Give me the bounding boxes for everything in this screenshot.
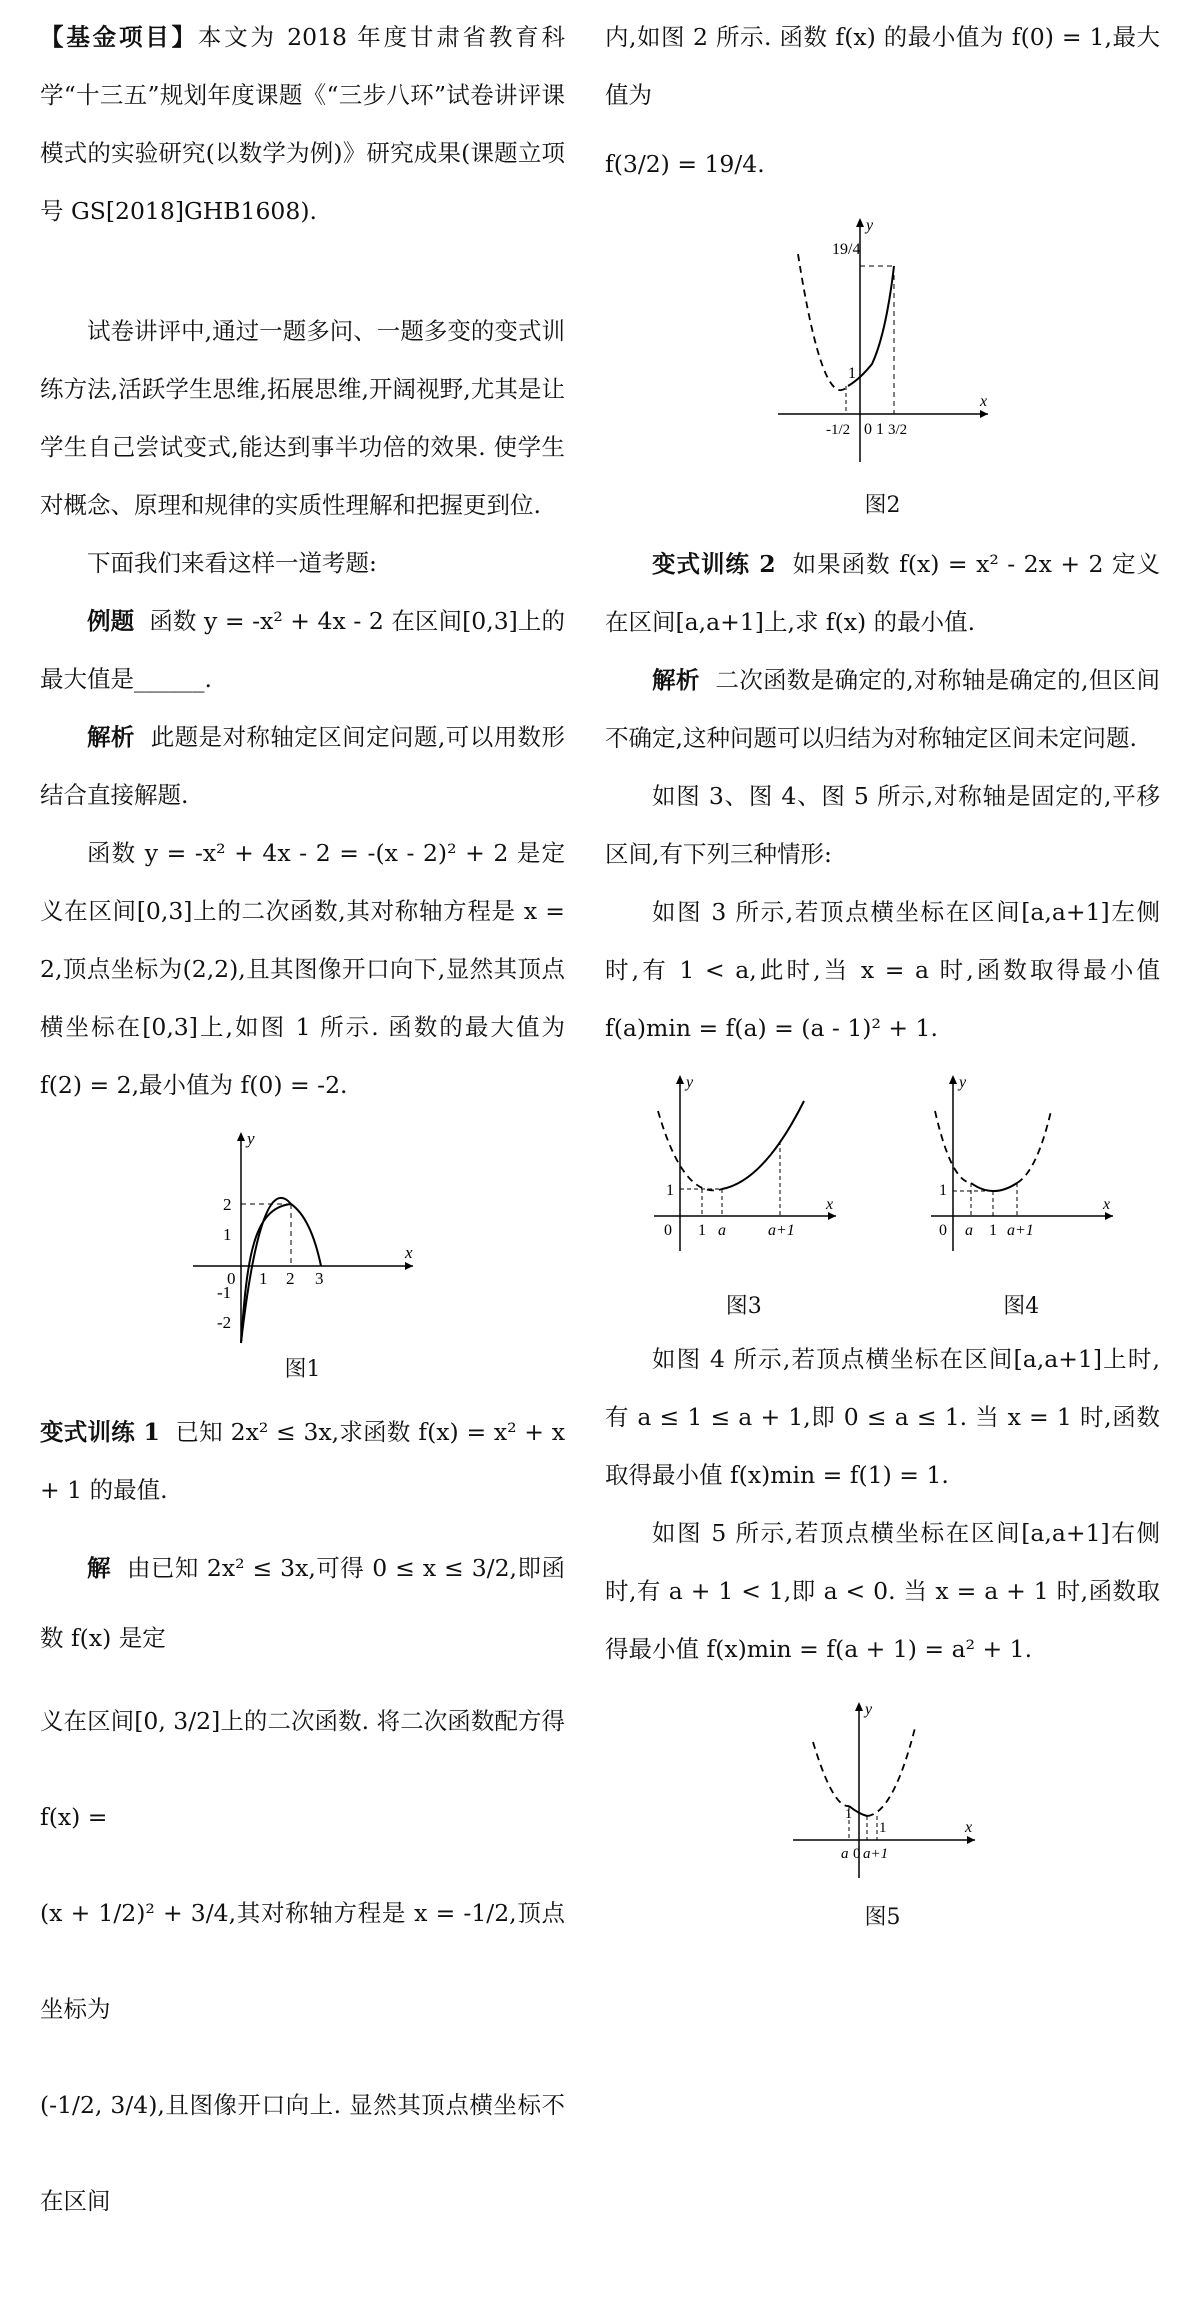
fig5-ylabel: y bbox=[864, 1701, 872, 1718]
left-column bbox=[40, 0, 565, 2249]
figures-3-4 bbox=[605, 1071, 1160, 1320]
fig2-tick-0: 0 bbox=[863, 421, 872, 438]
figure-1-graph bbox=[183, 1128, 423, 1348]
fig1-ytick-m1: -1 bbox=[216, 1283, 231, 1302]
fig4-paragraph: 如图 4 所示,若顶点横坐标在区间[a,a+1]上时,有 a ≤ 1 ≤ a + 1,即 0 ≤ a ≤ 1. 当 x = 1 时,函数取得最小值 f(x)min = f(1) = 1. bbox=[605, 1345, 1160, 1489]
figure-2-caption: 图2 bbox=[864, 493, 901, 518]
analysis-text: 此题是对称轴定区间定问题,可以用数形结合直接解题. bbox=[40, 723, 565, 809]
fig1-tick-2: 2 bbox=[285, 1269, 294, 1288]
fig3-tick-1: 1 bbox=[697, 1222, 706, 1239]
lead-paragraph: 下面我们来看这样一道考题: bbox=[87, 549, 377, 577]
fig1-ylabel: y bbox=[246, 1129, 255, 1148]
train2-label: 变式训练 2 bbox=[652, 550, 776, 578]
fig4-tick-1: 1 bbox=[989, 1222, 998, 1239]
fund-label: 【基金项目】 bbox=[40, 23, 198, 51]
fig3-ytick-1: 1 bbox=[665, 1182, 674, 1199]
fig1-xlabel: x bbox=[404, 1243, 413, 1262]
right-column bbox=[605, 0, 1160, 1931]
analysis2-paragraph-right bbox=[605, 651, 1160, 767]
fig3-tick-a1: a+1 bbox=[767, 1222, 795, 1239]
fig2-ytick-max: 19/4 bbox=[831, 241, 860, 258]
fig2-tick-3half: 3/2 bbox=[887, 422, 907, 438]
solution-text-1: 由已知 2x² ≤ 3x,可得 0 ≤ x ≤ 3/2,即函数 f(x) 是定 bbox=[40, 1554, 565, 1652]
fig1-ytick-m2: -2 bbox=[216, 1313, 231, 1332]
solution-line1 bbox=[40, 1533, 565, 1673]
train2-text: 如果函数 f(x) = x² - 2x + 2 定义在区间[a,a+1]上,求 f(x) 的最小值. bbox=[605, 550, 1160, 636]
analysis-label-right: 解析 bbox=[652, 666, 700, 694]
fig2-ylabel: y bbox=[865, 217, 873, 234]
fig4-tick-0: 0 bbox=[939, 1222, 948, 1239]
fund-paragraph bbox=[40, 8, 565, 240]
fig4-tick-a: a bbox=[965, 1222, 974, 1239]
fig1-tick-0: 0 bbox=[226, 1269, 235, 1288]
fig3-tick-a: a bbox=[717, 1222, 726, 1239]
fund-text: 本文为 2018 年度甘肃省教育科学“十三五”规划年度课题《“三步八环”试卷讲评课模式的实验研究(以数学为例)》研究成果(课题立项号 GS[2018]GHB1608). bbox=[40, 23, 566, 225]
fig5-ytick-1: 1 bbox=[844, 1807, 852, 1822]
fig3-paragraph: 如图 3 所示,若顶点横坐标在区间[a,a+1]左侧时,有 1 < a,此时,当 x = a 时,函数取得最小值 f(a)min = f(a) = (a - 1)² + 1. bbox=[605, 898, 1160, 1042]
train1-paragraph bbox=[40, 1403, 565, 1519]
fig2-tick-mhalf: -1/2 bbox=[825, 422, 850, 438]
analysis-paragraph bbox=[40, 708, 565, 824]
figure-5-caption: 图5 bbox=[864, 1905, 901, 1930]
train1-text: 已知 2x² ≤ 3x,求函数 f(x) = x² + x + 1 的最值. bbox=[40, 1418, 565, 1504]
figure-4-caption: 图4 bbox=[1003, 1294, 1040, 1319]
fig3-xlabel: x bbox=[825, 1196, 833, 1213]
fig1-ytick-2: 2 bbox=[222, 1195, 231, 1214]
figure-5-graph bbox=[783, 1698, 983, 1888]
fig3-ylabel: y bbox=[685, 1074, 693, 1091]
fig5-tick-0: 0 bbox=[852, 1846, 860, 1862]
fig1-ytick-1: 1 bbox=[222, 1225, 231, 1244]
continuation-line2: f(3/2) = 19/4. bbox=[605, 150, 765, 178]
fig5-tick-1: 1 bbox=[878, 1820, 886, 1836]
solution-line2: 义在区间[0, 3/2]上的二次函数. 将二次函数配方得 f(x) = bbox=[40, 1707, 565, 1831]
figure-3-caption: 图3 bbox=[725, 1294, 762, 1319]
fig4-xlabel: x bbox=[1103, 1196, 1111, 1213]
fig5-xlabel: x bbox=[964, 1819, 972, 1836]
fig4-ytick-1: 1 bbox=[939, 1182, 948, 1199]
example-text: 函数 y = -x² + 4x - 2 在区间[0,3]上的最大值是______. bbox=[40, 607, 565, 693]
figure-1 bbox=[40, 1128, 565, 1383]
solution-line4: (-1/2, 3/4),且图像开口向上. 显然其顶点横坐标不在区间 bbox=[40, 2091, 565, 2215]
figure-5 bbox=[605, 1698, 1160, 1931]
fig2-xlabel: x bbox=[979, 393, 987, 410]
figure-2-graph bbox=[768, 214, 998, 474]
figure-3 bbox=[644, 1071, 844, 1320]
fig2-tick-1: 1 bbox=[875, 421, 884, 438]
continuation-line1: 内,如图 2 所示. 函数 f(x) 的最小值为 f(0) = 1,最大值为 bbox=[605, 23, 1160, 109]
solution-label: 解 bbox=[87, 1554, 111, 1582]
cases-paragraph: 如图 3、图 4、图 5 所示,对称轴是固定的,平移区间,有下列三种情形: bbox=[605, 782, 1160, 868]
train2-paragraph bbox=[605, 535, 1160, 651]
fig3-tick-0: 0 bbox=[663, 1222, 672, 1239]
fig4-ylabel: y bbox=[959, 1074, 967, 1091]
fig2-ytick-1: 1 bbox=[847, 365, 856, 382]
analysis2-paragraph: 函数 y = -x² + 4x - 2 = -(x - 2)² + 2 是定义在区间[0,3]上的二次函数,其对称轴方程是 x = 2,顶点坐标为(2,2),且其图像开口向下,显然其顶点横坐标在[0,3]上,如图 1 所示. 函数的最大值为 f(2) = 2,最小值为 f(0) = -2. bbox=[40, 839, 565, 1099]
fig4-tick-a1: a+1 bbox=[1007, 1222, 1035, 1239]
analysis-label: 解析 bbox=[87, 723, 135, 751]
figure-4 bbox=[921, 1071, 1121, 1320]
example-paragraph bbox=[40, 592, 565, 708]
figure-4-graph bbox=[921, 1071, 1121, 1271]
example-label: 例题 bbox=[87, 607, 135, 635]
train1-label: 变式训练 1 bbox=[40, 1418, 160, 1446]
fig1-tick-3: 3 bbox=[314, 1269, 323, 1288]
solution-line3: (x + 1/2)² + 3/4,其对称轴方程是 x = -1/2,顶点坐标为 bbox=[40, 1899, 565, 2023]
analysis-text-right: 二次函数是确定的,对称轴是确定的,但区间不确定,这种问题可以归结为对称轴定区间未定问题. bbox=[605, 666, 1161, 752]
fig5-tick-a: a bbox=[840, 1846, 848, 1862]
figure-3-graph bbox=[644, 1071, 844, 1271]
fig1-tick-1: 1 bbox=[258, 1269, 267, 1288]
intro-paragraph: 试卷讲评中,通过一题多问、一题多变的变式训练方法,活跃学生思维,拓展思维,开阔视野,尤其是让学生自己尝试变式,能达到事半功倍的效果. 使学生对概念、原理和规律的实质性理解和把握更到位. bbox=[40, 317, 565, 519]
figure-1-caption: 图1 bbox=[284, 1357, 321, 1382]
figure-2 bbox=[605, 214, 1160, 519]
fig5-tick-a1: a+1 bbox=[862, 1846, 888, 1862]
fig5-paragraph: 如图 5 所示,若顶点横坐标在区间[a,a+1]右侧时,有 a + 1 < 1,即 a < 0. 当 x = a + 1 时,函数取得最小值 f(x)min = f(a + 1) = a² + 1. bbox=[605, 1519, 1160, 1663]
